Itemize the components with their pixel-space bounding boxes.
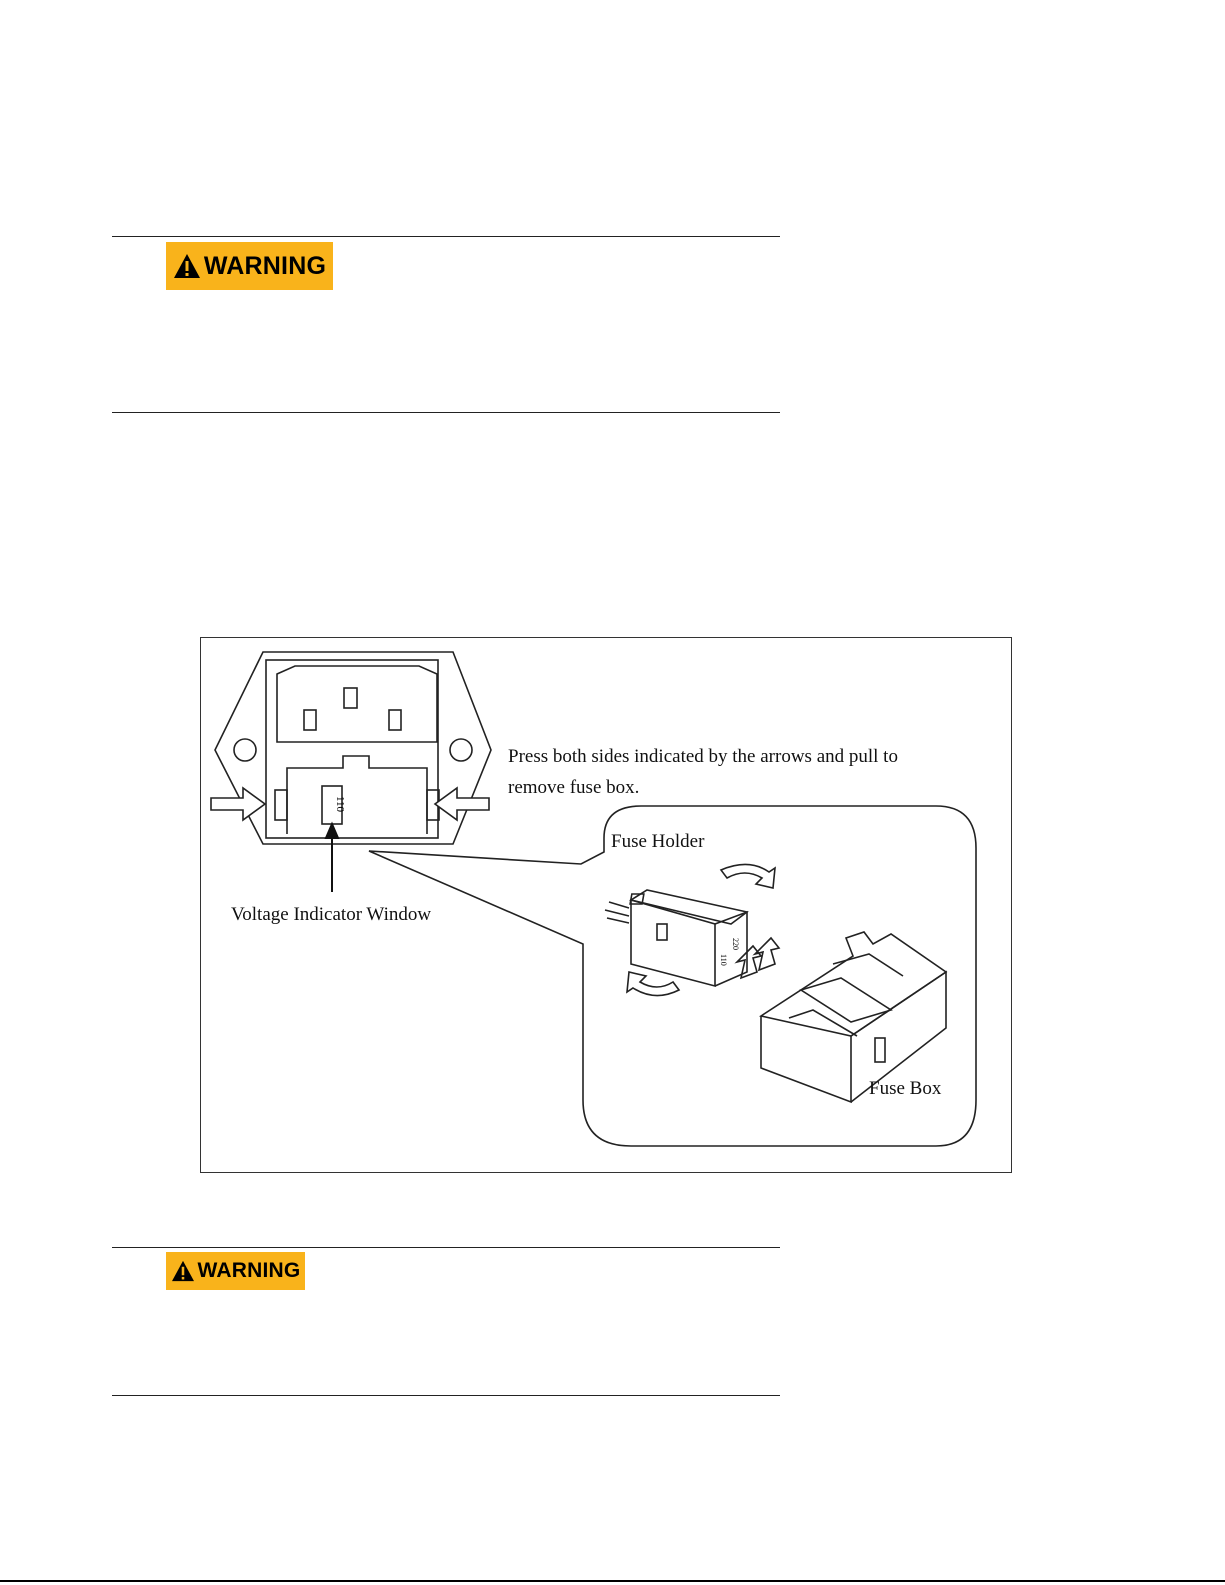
warning-bottom-rule-1 [112,412,780,413]
inlet-pin-right [389,710,401,730]
page-bottom-rule [0,1580,1225,1582]
drawer-latch-left [275,790,287,820]
warning-badge-2 [166,1252,305,1290]
fuse-drawer [287,756,427,834]
fuse-holder-drawing [605,890,747,986]
rotate-arrow-bottom [627,972,679,996]
fuse-box-label: Fuse Box [869,1078,942,1099]
rotate-arrow-top [721,864,775,888]
warning-top-rule-1 [112,236,780,237]
warning-triangle-icon [171,1260,195,1282]
inlet-pin-top [344,688,357,708]
push-arrow-left [211,788,265,820]
fuse-box-figure [200,637,1012,1173]
instruction-line-2: remove fuse box. [508,777,640,798]
push-arrow-right [435,788,489,820]
warning-triangle-icon [173,253,201,279]
instruction-line-1: Press both sides indicated by the arrows and pull to [508,746,898,767]
inlet-frame [266,660,438,838]
voltage-pointer-arrowhead [326,824,338,838]
voltage-window-value: 110 [334,795,346,813]
fuse-box-drawing [761,932,946,1102]
warning-badge-1 [166,242,333,290]
warning-top-rule-2 [112,1247,780,1248]
holder-mark-220: 220 [731,938,740,950]
warning-bottom-rule-2 [112,1395,780,1396]
voltage-window-label: Voltage Indicator Window [231,904,432,925]
mount-hole-left [234,739,256,761]
warning-label-1: WARNING [203,251,327,280]
holder-mark-110: 110 [719,954,728,966]
inlet-pin-left [304,710,316,730]
fuse-holder-label: Fuse Holder [611,831,705,852]
warning-label-2: WARNING [197,1259,301,1282]
mount-hole-right [450,739,472,761]
